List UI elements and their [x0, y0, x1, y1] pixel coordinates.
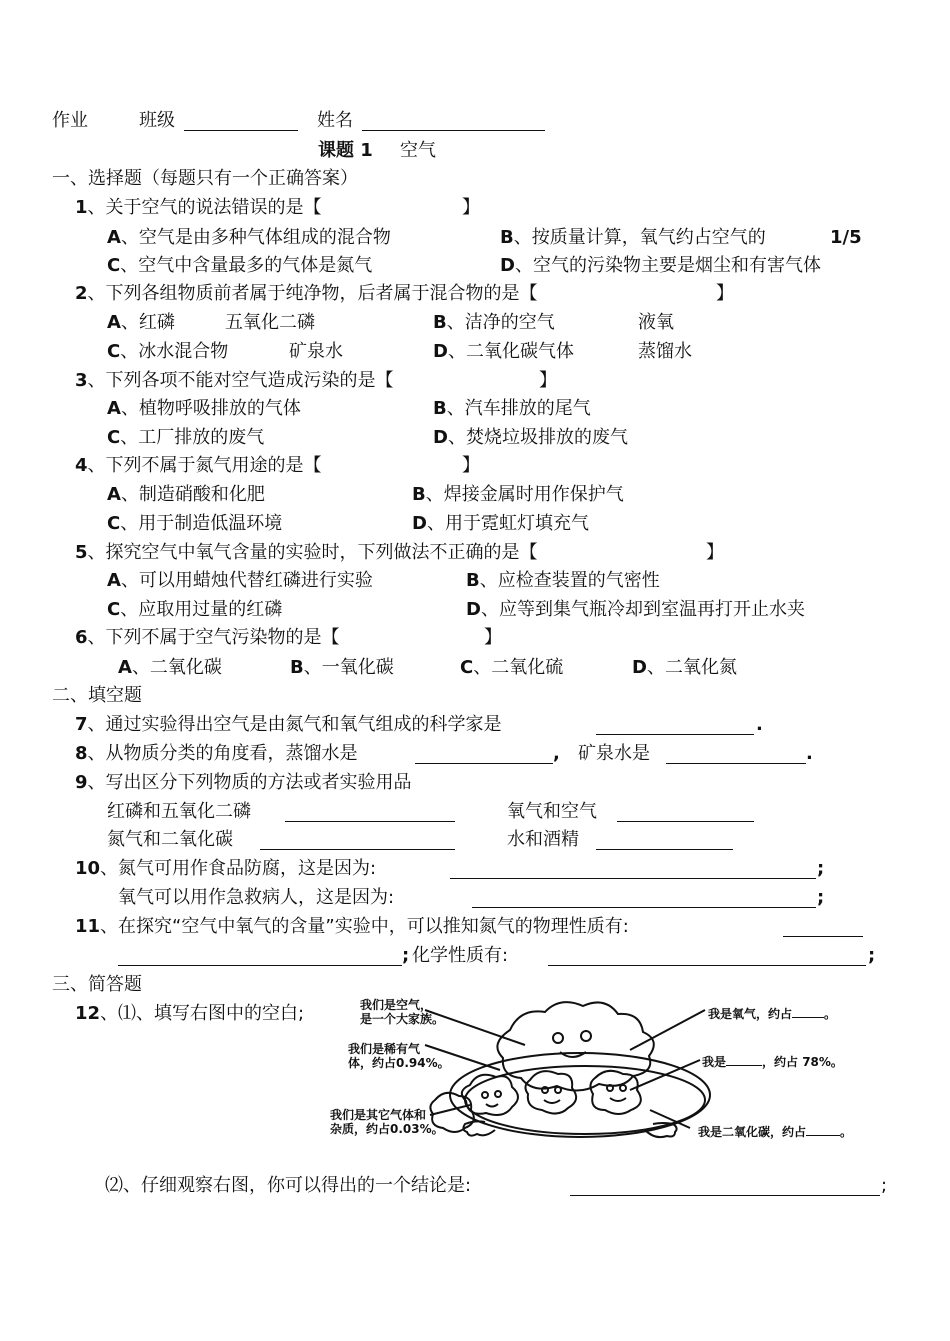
homework-label: 作业: [52, 110, 88, 131]
q6-option-a[interactable]: A、二氧化碳: [118, 657, 222, 678]
q6-option-b[interactable]: B、一氧化碳: [290, 657, 394, 678]
q4-option-b[interactable]: B、焊接金属时用作保护气: [412, 484, 624, 505]
q8-text: 8、从物质分类的角度看，蒸馏水是: [75, 743, 358, 764]
q11-blank-1b[interactable]: [118, 965, 402, 966]
label-other-line2: 杂质，约占0.03%。: [330, 1122, 444, 1136]
q9-blank-1[interactable]: [285, 821, 455, 822]
class-blank[interactable]: [184, 130, 298, 131]
q5-option-d[interactable]: D、应等到集气瓶冷却到室温再打开止水夹: [466, 599, 805, 620]
q2-option-a[interactable]: A、红磷: [107, 312, 175, 333]
q6-option-d[interactable]: D、二氧化氮: [632, 657, 737, 678]
section1-title: 一、选择题（每题只有一个正确答案）: [52, 168, 358, 189]
name-blank[interactable]: [362, 130, 545, 131]
q1-option-b[interactable]: B、按质量计算，氧气约占空气的: [500, 227, 766, 248]
q2-option-d[interactable]: D、二氧化碳气体: [433, 341, 574, 362]
q9-pair-4: 水和酒精: [507, 829, 579, 850]
air-family-figure: [330, 990, 890, 1160]
q11-semicolon-1: ;: [402, 945, 410, 966]
q10-text-2: 氧气可以用作急救病人，这是因为:: [118, 887, 395, 908]
q9-pair-3: 氮气和二氧化碳: [107, 829, 233, 850]
q9-blank-3[interactable]: [260, 849, 455, 850]
q2-option-d-second: 蒸馏水: [638, 341, 692, 362]
section2-title: 二、填空题: [52, 685, 142, 706]
q1-option-c[interactable]: C、空气中含量最多的气体是氮气: [107, 255, 373, 276]
label-air-line2: 是一个大家族。: [360, 1012, 445, 1026]
oxygen-blank[interactable]: [792, 1006, 824, 1018]
q9-text: 9、写出区分下列物质的方法或者实验用品: [75, 772, 412, 793]
label-co2: 我是二氧化碳，约占 。: [698, 1125, 853, 1139]
q5-stem: 5、探究空气中氧气含量的实验时，下列做法不正确的是【: [75, 542, 538, 563]
q1-stem: [75, 196, 322, 220]
q1-bracket-close: 】: [462, 197, 480, 218]
q2-option-a-second: 五氧化二磷: [225, 312, 315, 333]
co2-blank[interactable]: [806, 1124, 840, 1136]
topic-number: 课题 1: [318, 140, 373, 161]
q4-option-c[interactable]: C、用于制造低温环境: [107, 513, 283, 534]
topic-title: 空气: [400, 140, 436, 161]
q6-bracket-close: 】: [484, 627, 502, 648]
q9-pair-2: 氧气和空气: [507, 801, 597, 822]
q2-option-c[interactable]: C、冰水混合物: [107, 341, 229, 362]
q5-option-c[interactable]: C、应取用过量的红磷: [107, 599, 283, 620]
q7-period: .: [756, 714, 763, 735]
label-air-line1: 我们是空气，: [360, 998, 433, 1012]
q12-semicolon: ;: [881, 1175, 888, 1196]
q1-number: 1: [75, 197, 88, 218]
q3-stem: 3、下列各项不能对空气造成污染的是【: [75, 370, 394, 391]
q6-option-c[interactable]: C、二氧化硫: [460, 657, 564, 678]
q6-stem: 6、下列不属于空气污染物的是【: [75, 627, 340, 648]
name-label: 姓名: [317, 110, 353, 131]
class-label: 班级: [139, 110, 175, 131]
label-rare-line1: 我们是稀有气: [348, 1042, 421, 1056]
q8-answer-blank-2[interactable]: [666, 763, 806, 764]
q11-text-1: 11、在探究“空气中氧气的含量”实验中，可以推知氮气的物理性质有:: [75, 916, 629, 937]
q1-option-d[interactable]: D、空气的污染物主要是烟尘和有害气体: [500, 255, 821, 276]
section3-title: 三、简答题: [52, 974, 142, 995]
q12-part1: 12、⑴、填写右图中的空白;: [75, 1003, 305, 1024]
q1-option-b-fraction: 1/5: [830, 227, 862, 248]
q7-text: 7、通过实验得出空气是由氮气和氧气组成的科学家是: [75, 714, 502, 735]
q5-option-b[interactable]: B、应检查装置的气密性: [466, 570, 660, 591]
q9-blank-2[interactable]: [617, 821, 754, 822]
q9-blank-4[interactable]: [596, 849, 733, 850]
q8-comma: ,: [553, 743, 560, 764]
q8-answer-blank-1[interactable]: [415, 763, 553, 764]
q9-pair-1: 红磷和五氧化二磷: [107, 801, 251, 822]
q5-bracket-close: 】: [706, 542, 724, 563]
q1-text: 、关于空气的说法错误的是【: [87, 197, 322, 218]
q5-option-a[interactable]: A、可以用蜡烛代替红磷进行实验: [107, 570, 373, 591]
q2-option-c-second: 矿泉水: [289, 341, 343, 362]
q8-period: .: [806, 743, 813, 764]
label-oxygen: 我是氧气，约占 。: [708, 1007, 837, 1021]
q11-semicolon-2: ;: [868, 945, 876, 966]
q11-text-2: 化学性质有:: [412, 945, 509, 966]
q7-answer-blank[interactable]: [596, 734, 754, 735]
q2-stem: 2、下列各组物质前者属于纯净物，后者属于混合物的是【: [75, 283, 538, 304]
label-other-line1: 我们是其它气体和: [330, 1108, 427, 1122]
q2-option-b[interactable]: B、洁净的空气: [433, 312, 555, 333]
q2-bracket-close: 】: [716, 283, 734, 304]
q3-option-b[interactable]: B、汽车排放的尾气: [433, 398, 591, 419]
q4-stem: 4、下列不属于氮气用途的是【: [75, 455, 322, 476]
q10-semicolon-2: ;: [817, 887, 825, 908]
q12-part2: ⑵、仔细观察右图，你可以得出的一个结论是:: [105, 1175, 472, 1196]
label-nitrogen: 我是 ，约占 78%。: [702, 1055, 843, 1069]
q1-option-a[interactable]: A、空气是由多种气体组成的混合物: [107, 227, 391, 248]
q3-option-c[interactable]: C、工厂排放的废气: [107, 427, 265, 448]
label-rare-line2: 体，约占0.94%。: [348, 1056, 450, 1070]
q2-option-b-second: 液氧: [638, 312, 674, 333]
q4-bracket-close: 】: [462, 455, 480, 476]
q3-option-d[interactable]: D、焚烧垃圾排放的废气: [433, 427, 628, 448]
q12-conclusion-blank[interactable]: [570, 1195, 880, 1196]
q10-semicolon-1: ;: [817, 858, 825, 879]
q4-option-a[interactable]: A、制造硝酸和化肥: [107, 484, 265, 505]
q3-bracket-close: 】: [539, 370, 557, 391]
q10-text-1: 10、氮气可用作食品防腐，这是因为:: [75, 858, 377, 879]
q11-blank-1a[interactable]: [783, 936, 863, 937]
q11-blank-2[interactable]: [548, 965, 866, 966]
q10-blank-2[interactable]: [472, 907, 816, 908]
q10-blank-1[interactable]: [450, 878, 816, 879]
q8-text-2: 矿泉水是: [578, 743, 650, 764]
q4-option-d[interactable]: D、用于霓虹灯填充气: [412, 513, 589, 534]
nitrogen-blank[interactable]: [726, 1054, 762, 1066]
q3-option-a[interactable]: A、植物呼吸排放的气体: [107, 398, 301, 419]
